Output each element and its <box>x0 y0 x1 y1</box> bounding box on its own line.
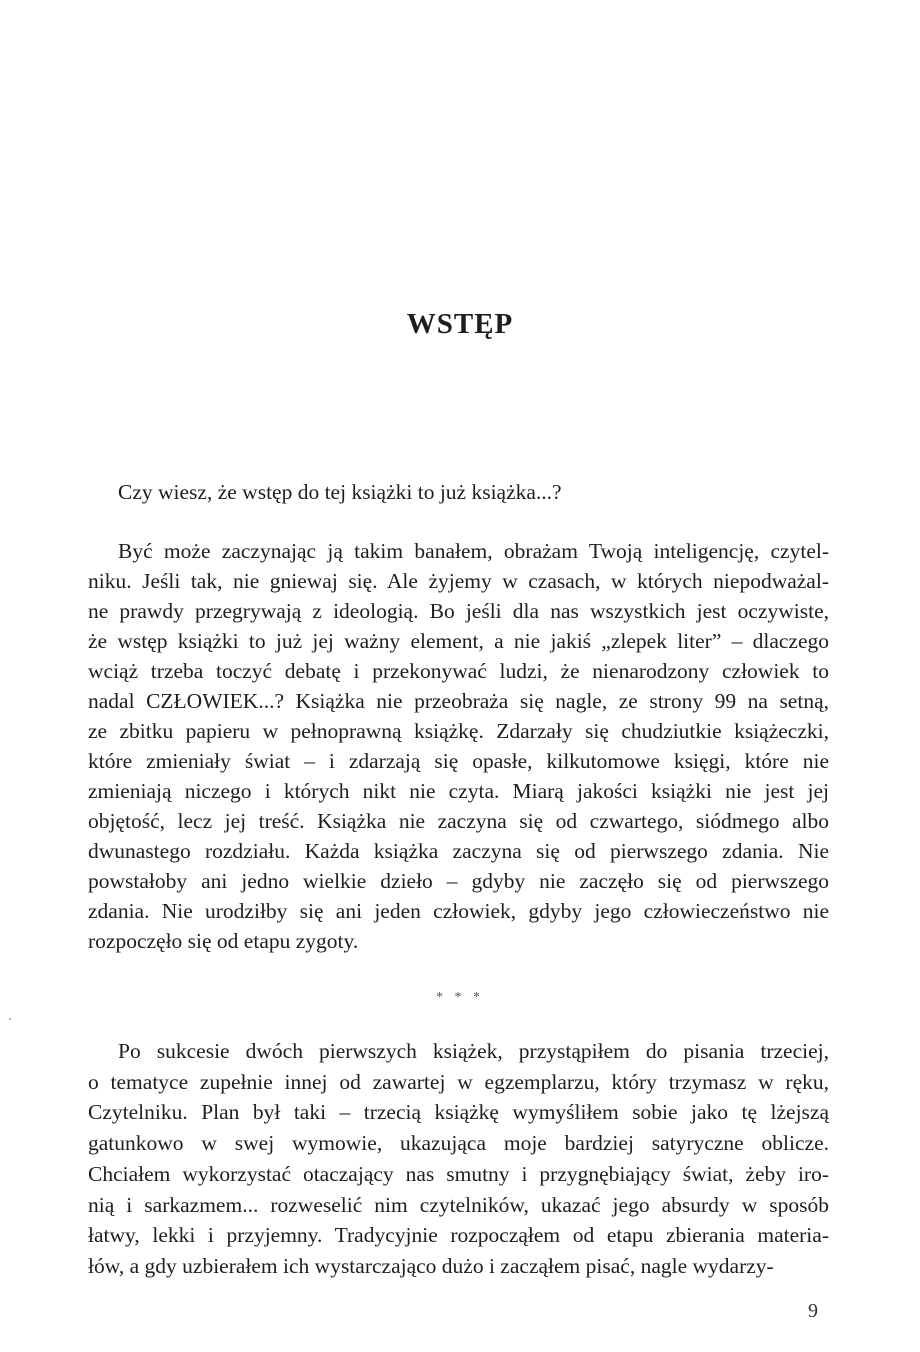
section-separator: * * * <box>436 990 484 1005</box>
text-line: łów, a gdy uzbierałem ich wystarczająco dużo i zacząłem pisać, nagle wydarzy- <box>88 1253 774 1278</box>
page-number: 9 <box>808 1300 818 1322</box>
text-line: Chciałem wykorzystać otaczający nas smutny i przygnębiający świat, żeby iro- <box>88 1161 829 1186</box>
text-line: zdania. Nie urodziłby się ani jeden człowiek, gdyby jego człowieczeństwo nie <box>88 899 829 923</box>
text-line: Czytelniku. Plan był taki – trzecią książkę wymyśliłem sobie jako tę lżejszą <box>88 1100 829 1125</box>
text-line: Czy wiesz, że wstęp do tej książki to już książka...? <box>118 480 562 504</box>
text-line: łatwy, lekki i przyjemny. Tradycyjnie rozpocząłem od etapu zbierania materia- <box>88 1223 829 1248</box>
text-line: ze zbitku papieru w pełnoprawną książkę. Zdarzały się chudziutkie książeczki, <box>88 719 829 743</box>
text-line: gatunkowo w swej wymowie, ukazująca moje bardziej satyryczne oblicze. <box>88 1131 829 1156</box>
text-line: o tematyce zupełnie innej od zawartej w egzemplarzu, który trzymasz w ręku, <box>88 1069 829 1094</box>
chapter-title: WSTĘP <box>406 308 514 340</box>
text-line: nadal CZŁOWIEK...? Książka nie przeobraża się nagle, ze strony 99 na setną, <box>88 689 829 713</box>
text-line: które zmieniały świat – i zdarzają się opasłe, kilkutomowe księgi, które nie <box>88 749 829 773</box>
text-line: objętość, lecz jej treść. Książka nie zaczyna się od czwartego, siódmego albo <box>88 809 829 833</box>
text-line: powstałoby ani jedno wielkie dzieło – gdyby nie zaczęło się od pierwszego <box>88 869 829 893</box>
text-line: rozpoczęło się od etapu zygoty. <box>88 929 359 953</box>
text-line: Być może zaczynając ją takim banałem, obrażam Twoją inteligencję, czytel- <box>118 539 829 563</box>
text-line: Po sukcesie dwóch pierwszych książek, przystąpiłem do pisania trzeciej, <box>118 1039 829 1063</box>
text-line: dwunastego rozdziału. Każda książka zaczyna się od pierwszego zdania. Nie <box>88 839 829 863</box>
text-line: że wstęp książki to już jej ważny element, a nie jakiś „zlepek liter” – dlaczego <box>88 629 829 653</box>
text-line: nią i sarkazmem... rozweselić nim czytelników, ukazać jego absurdy w sposób <box>88 1192 829 1217</box>
text-line: wciąż trzeba toczyć debatę i przekonywać ludzi, że nienarodzony człowiek to <box>88 659 829 683</box>
text-line: ne prawdy przegrywają z ideologią. Bo jeśli dla nas wszystkich jest oczywiste, <box>88 599 829 623</box>
text-line: niku. Jeśli tak, nie gniewaj się. Ale żyjemy w czasach, w których niepodważal- <box>88 569 829 593</box>
text-line: zmieniają niczego i których nikt nie czyta. Miarą jakości książki nie jest jej <box>88 779 829 803</box>
scan-speck <box>9 1018 11 1020</box>
